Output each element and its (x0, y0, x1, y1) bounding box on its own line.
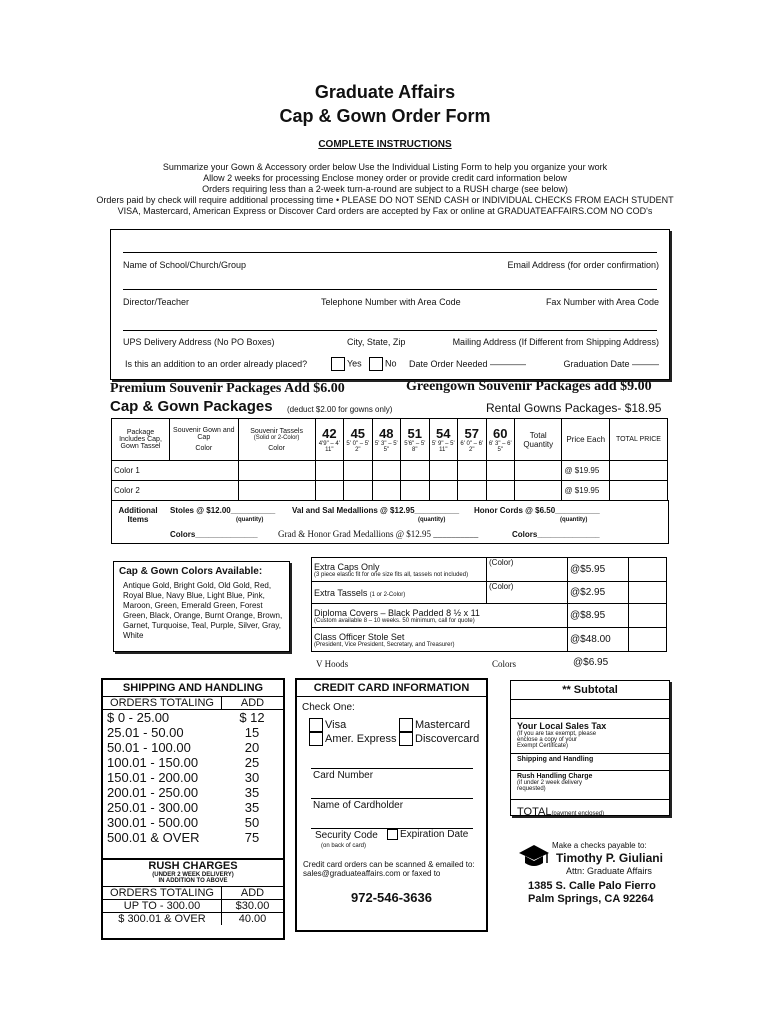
color2-cell[interactable] (238, 481, 315, 501)
size-header: 60 6' 3" – 6' 5" (486, 419, 514, 461)
no-checkbox[interactable] (369, 357, 383, 371)
form-title: Graduate Affairs (314, 82, 456, 102)
visa-checkbox[interactable] (309, 718, 323, 732)
shipping-table (103, 710, 283, 845)
table-row: 200.01 - 250.00 35 (107, 785, 260, 800)
colors-list: Antique Gold, Bright Gold, Old Gold, Red, Royal Blue, Navy Blue, Light Blue, Pink, Maroon, Green, Emerald Green, Forest Green, Black, Orange, Burnt Orange, Brown, Garnet, Turquoise, Teal, Purple, Silver, Gray, White (123, 581, 283, 640)
city-label: City, State, Zip (347, 337, 406, 347)
shipping-row[interactable]: Shipping and Handling (511, 754, 669, 771)
director-label: Director/Teacher (123, 297, 190, 307)
payee-city: Palm Springs, CA 92264 (528, 893, 654, 905)
size-header: 54 5' 9" – 5' 11" (429, 419, 457, 461)
instruction-line: Allow 2 weeks for processing Enclose money order or provide credit card information below (203, 173, 567, 183)
payable-line: Make a checks payable to: (552, 841, 647, 850)
colors-box (113, 561, 290, 652)
colors-field[interactable]: Colors______________ (170, 530, 258, 539)
subtotal-title: ** Subtotal (511, 681, 669, 700)
payee-attn: Attn: Graduate Affairs (566, 866, 652, 876)
cardholder-label[interactable]: Name of Cardholder (313, 800, 404, 811)
total-price-header: TOTAL PRICE (609, 419, 667, 461)
cords-field[interactable]: Honor Cords @ $6.50__________ (474, 506, 600, 515)
rush-row[interactable]: Rush Handling Charge (if under 2 week delivery requested) (511, 771, 669, 800)
extra-caps-price: @$5.95 (568, 558, 629, 582)
rush-title: RUSH CHARGES (148, 860, 238, 872)
email-label: Email Address (for order confirmation) (507, 260, 659, 270)
mastercard-option[interactable]: Mastercard (399, 718, 470, 732)
stoles-field[interactable]: Stoles @ $12.00__________ (170, 506, 276, 515)
graduation-date-label: Graduation Date ——— (563, 359, 659, 369)
instruction-line: Orders paid by check will require additional processing time • PLEASE DO NOT SEND CASH or INDIVIDUAL CHECKS FROM EACH STUDENT (96, 195, 674, 205)
instruction-line: Summarize your Gown & Accessory order below Use the Individual Listing Form to help you organize your work (162, 162, 608, 172)
deduct-note: (deduct $2.00 for gowns only) (287, 405, 393, 414)
additional-items-row: Additional Items Stoles @ $12.00__________ (quantity) Val and Sal Medallions @ $12.95__________ (quantity) Honor Cords @ $6.50__________ (quantity) Colors______________ Grad & Honor Grad Medallions @ $12.95 __________ Colors______________ (111, 500, 669, 544)
yes-option[interactable]: Yes (331, 357, 362, 371)
stole-price: @$48.00 (568, 628, 629, 652)
cap-gown-heading: Cap & Gown Packages (110, 398, 273, 415)
expiration-checkbox[interactable] (387, 829, 398, 840)
color1-cell[interactable] (238, 461, 315, 481)
fax-label: Fax Number with Area Code (545, 297, 659, 307)
diploma-price: @$8.95 (568, 604, 629, 628)
size-header: 45 5' 0" – 5' 2" (344, 419, 372, 461)
table-row: 25.01 - 50.00 15 (107, 725, 260, 740)
instruction-line: VISA, Mastercard, American Express or Discover Card orders are accepted by Fax or online at GRADUATEAFFAIRS.COM NO COD's (117, 206, 653, 216)
phone-label: Telephone Number with Area Code (321, 297, 461, 307)
no-option[interactable]: No (369, 357, 397, 371)
payee-name: Timothy P. Giuliani (556, 851, 663, 865)
colors-title: Cap & Gown Colors Available: (119, 566, 263, 577)
colors-field-2[interactable]: Colors______________ (512, 530, 600, 539)
credit-title: CREDIT CARD INFORMATION (297, 680, 486, 697)
total-qty-header: Total Quantity (514, 419, 561, 461)
souvenir-header: Souvenir Gown and Cap Color (170, 419, 239, 461)
subtotal-value[interactable] (511, 700, 669, 719)
medallions-field[interactable]: Val and Sal Medallions @ $12.95__________ (292, 506, 460, 515)
tassels-header: Souvenir Tassels (Solid or 2-Color) Color (238, 419, 315, 461)
diploma-cell: Diploma Covers – Black Padded 8 ½ x 11 (Custom available 8 – 10 weeks. 50 minimum, call for quote) (312, 604, 568, 628)
color2-label: Color 2 (112, 481, 239, 501)
table-row: 250.01 - 300.00 35 (107, 800, 260, 815)
price2: @ $19.95 (562, 481, 609, 501)
extra-tassels-price: @$2.95 (568, 582, 629, 604)
vhoods-colors: Colors (492, 659, 517, 669)
packages-table (111, 418, 668, 501)
table-row: $ 300.01 & OVER 40.00 (103, 912, 283, 925)
addition-question: Is this an addition to an order already placed? (125, 359, 308, 369)
expiration-option[interactable]: Expiration Date (387, 829, 468, 840)
color1-label: Color 1 (112, 461, 239, 481)
visa-option[interactable]: Visa (309, 718, 346, 732)
size-header: 42 4'9" – 4' 11" (315, 419, 343, 461)
greengown-heading: Greengown Souvenir Packages add $9.00 (406, 379, 652, 394)
security-label[interactable]: Security Code (315, 830, 378, 841)
payee-address: 1385 S. Calle Palo Fierro (528, 880, 656, 892)
price1: @ $19.95 (562, 461, 609, 481)
card-number-label[interactable]: Card Number (313, 770, 374, 781)
credit-box: CREDIT CARD INFORMATION Check One: Visa Mastercard Amer. Express Discovercard Card Number Name of Cardholder Security Code Expiration Date (on back of card) Credit card orders can be scanned & emailed to: sales@graduateaffairs.com or faxed to 972-546-3636 (295, 678, 488, 932)
additional-label: Additional Items (118, 506, 158, 524)
ups-label: UPS Delivery Address (No PO Boxes) (123, 337, 275, 347)
total-row[interactable]: TOTAL(payment enclosed) (517, 806, 605, 818)
extra-tassels-cell: Extra Tassels (1 or 2-Color) (312, 582, 487, 604)
fax-number: 972-546-3636 (351, 890, 432, 905)
discover-option[interactable]: Discovercard (399, 732, 479, 746)
table-row: 300.01 - 500.00 50 (107, 815, 260, 830)
table-row: 50.01 - 100.00 20 (107, 740, 260, 755)
grad-medallions-field[interactable]: Grad & Honor Grad Medallions @ $12.95 __________ (278, 529, 479, 539)
size-header: 57 6' 0" – 6' 2" (458, 419, 486, 461)
amex-checkbox[interactable] (309, 732, 323, 746)
form-subtitle: Cap & Gown Order Form (279, 106, 491, 126)
instructions-title: COMPLETE INSTRUCTIONS (318, 139, 452, 150)
mastercard-checkbox[interactable] (399, 718, 413, 732)
vhoods-price: @$6.95 (573, 657, 609, 668)
extra-caps-cell: Extra Caps Only (3 piece elastic fit for one size fits all, tassels not included) (312, 558, 487, 582)
table-row: 100.01 - 150.00 25 (107, 755, 260, 770)
instruction-line: Orders requiring less than a 2-week turn-a-round are subject to a RUSH charge (see below) (202, 184, 568, 194)
rental-heading: Rental Gowns Packages- $18.95 (486, 401, 662, 415)
package-header: Package Includes Cap, Gown Tassel (112, 419, 170, 461)
mailing-label: Mailing Address (If Different from Shipping Address) (452, 337, 659, 347)
table-row: UP TO - 300.00 $30.00 (103, 900, 283, 912)
rush-box: RUSH CHARGES (UNDER 2 WEEK DELIVERY) IN ADDITION TO ABOVE ORDERS TOTALING ADD UP TO - 300.00 $30.00 $ 300.01 & OVER 40.00 (101, 856, 285, 940)
amex-option[interactable]: Amer. Express (309, 732, 397, 746)
subtotal-box (510, 680, 670, 816)
date-needed-label: Date Order Needed ———— (409, 359, 527, 369)
premium-heading: Premium Souvenir Packages Add $6.00 (110, 381, 345, 396)
shipping-title: SHIPPING AND HANDLING (103, 680, 283, 697)
school-label: Name of School/Church/Group (123, 260, 247, 270)
stole-cell: Class Officer Stole Set (President, Vice President, Secretary, and Treasurer) (312, 628, 568, 652)
tax-row[interactable]: Your Local Sales Tax (If you are tax exempt, please enclose a copy of your Exempt Certificate) (511, 719, 669, 754)
table-row: 150.01 - 200.00 30 (107, 770, 260, 785)
size-header: 51 5'6" – 5' 8" (401, 419, 429, 461)
size-header: 48 5' 3" – 5' 5" (372, 419, 400, 461)
credit-note: Credit card orders can be scanned & emailed to: sales@graduateaffairs.com or faxed to (303, 860, 475, 878)
accessories-table: Extra Caps Only (3 piece elastic fit for one size fits all, tassels not included) (Color) @$5.95 Extra Tassels (1 or 2-Color) (Color) @$2.95 Diploma Covers – Black Padded 8 ½ x 11 (Custom available 8 – 10 weeks. 50 minimum, call for quote) @$8.95 Class Officer Stole Set (President, Vice President, Secretary, and Treasurer) @$48.00 (311, 557, 667, 652)
contact-box (110, 229, 670, 380)
discover-checkbox[interactable] (399, 732, 413, 746)
table-row: 500.01 & OVER 75 (107, 830, 260, 845)
vhoods-label: V Hoods (316, 659, 349, 669)
price-each-header: Price Each (562, 419, 609, 461)
grad-cap-icon (518, 843, 550, 876)
table-row: $ 0 - 25.00 $ 12 (107, 710, 265, 725)
shipping-box: SHIPPING AND HANDLING ORDERS TOTALING ADD $ 0 - 25.00 $ 12 25.01 - 50.00 15 50.01 - 100.00 20 100.01 - 150.00 25 150.01 - 200.00 30 200.01 - 250.00 35 250.01 - 300.00 35 300.01 - 500.00 50 500.01 & OVER 75 (101, 678, 285, 860)
yes-checkbox[interactable] (331, 357, 345, 371)
